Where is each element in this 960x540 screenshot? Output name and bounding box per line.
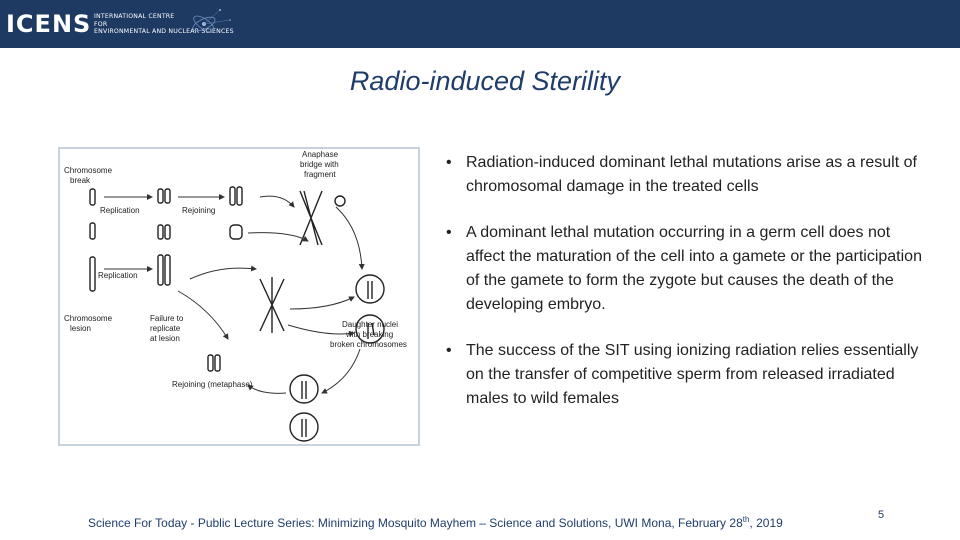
bullet-item [442,151,922,199]
chromosome-diagram [58,147,420,446]
label-chromosome-break-2: break [70,176,91,185]
page-number: 5 [878,509,885,521]
chromosome-shapes [90,187,384,441]
label-chromosome-lesion-2: lesion [70,324,91,333]
bullet-item [442,221,922,317]
label-rejoining: Rejoining [182,206,216,215]
label-failure-1: Failure to [150,314,184,323]
label-anaphase-3: fragment [304,170,336,179]
atom-orbit-icon [190,4,240,44]
label-replication-2: Replication [98,271,138,280]
label-chromosome-break-1: Chromosome [64,166,113,175]
diagram-canvas [60,149,418,444]
label-failure-3: at lesion [150,334,180,343]
bullet-point: • [446,154,452,171]
footer-year: , 2019 [749,516,783,530]
bullet-point: • [446,342,452,359]
label-daughter-3: broken chromosomes [330,340,407,349]
label-anaphase-1: Anaphase [302,150,339,159]
org-line-3: ENVIRONMENTAL AND NUCLEAR SCIENCES [94,28,234,36]
slide-title: Radio-induced Sterility [349,66,621,96]
label-daughter-1: Daughter nuclei [342,320,399,329]
bullet-item [442,339,922,411]
bullet-text: The success of the SIT using ionizing radiation relies essentially on the transfer of competitive sperm from released irradiated males to wild females [466,342,919,407]
label-anaphase-2: bridge with [300,160,339,169]
label-failure-2: replicate [150,324,181,333]
label-replication-1: Replication [100,206,140,215]
footer-text: Science For Today - Public Lecture Series: Minimizing Mosquito Mayhem – Science and Solutions, UWI Mona, February 28 [88,516,743,530]
bullet-list [442,151,922,433]
label-rejoining-metaphase: Rejoining (metaphase) [172,380,253,389]
org-line-1: INTERNATIONAL CENTRE [94,13,175,20]
bullet-text: Radiation-induced dominant lethal mutations arise as a result of chromosomal damage in the treated cells [466,154,917,195]
bullet-point: • [446,224,452,241]
org-line-2: FOR [94,20,108,28]
label-chromosome-lesion-1: Chromosome [64,314,113,323]
label-daughter-2: with breaking [346,330,394,339]
footer-citation [88,515,783,530]
icens-logo: ICENS [6,10,92,38]
header-bar [0,0,960,48]
footer-superscript: th [742,515,750,524]
bullet-text: A dominant lethal mutation occurring in a germ cell does not affect the maturation of the cell into a gamete or the participation of the gamete to form the zygote but causes the death of the developing embryo. [466,224,922,313]
